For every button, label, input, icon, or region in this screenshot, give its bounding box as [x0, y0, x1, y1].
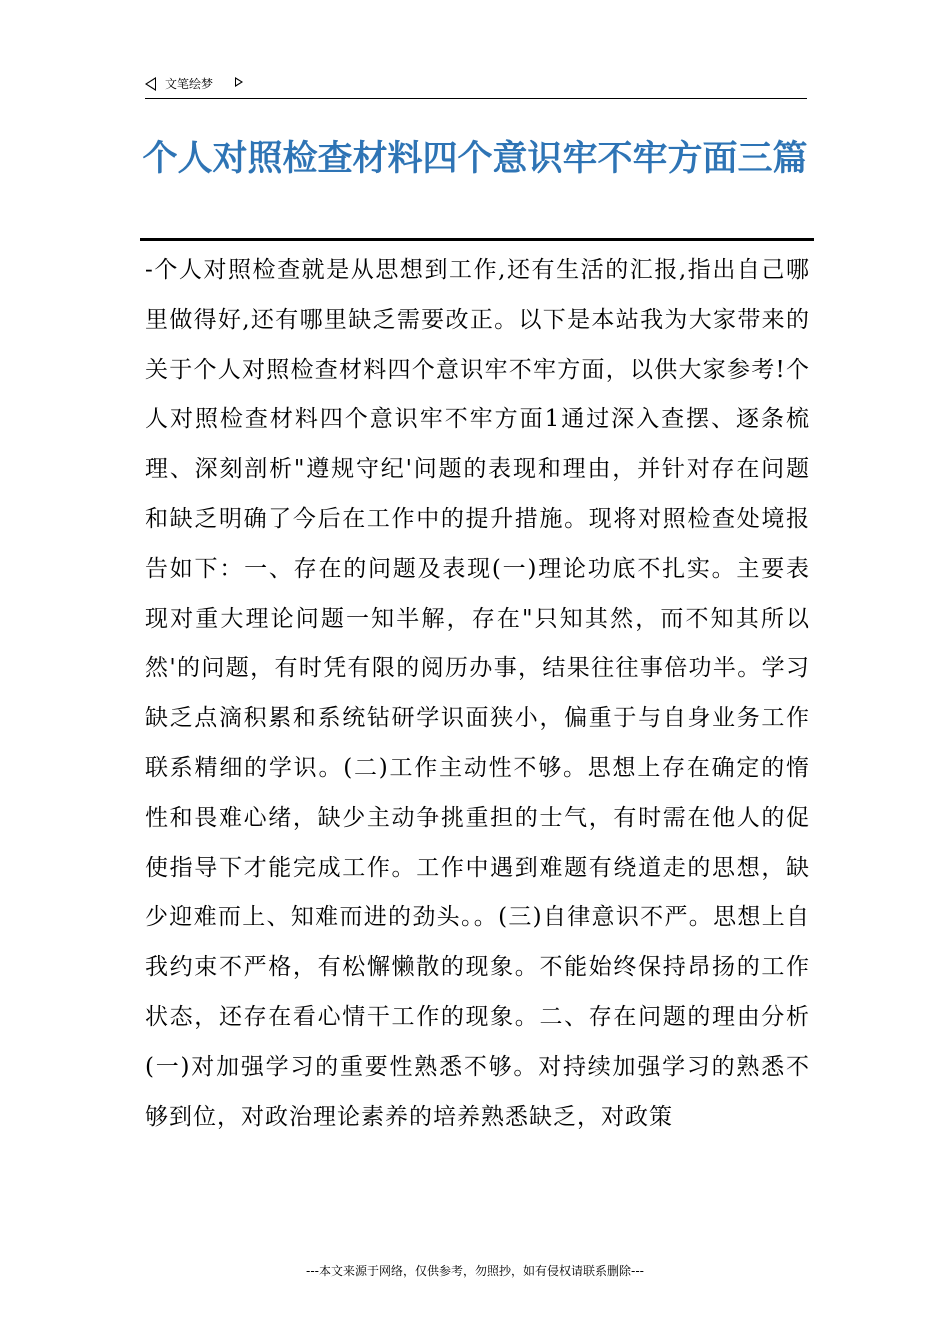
- page-header: [145, 74, 807, 99]
- triangle-right-icon: [235, 77, 243, 87]
- triangle-left-icon: [145, 77, 156, 91]
- footer-notice: ---本文来源于网络，仅供参考，勿照抄，如有侵权请联系删除---: [306, 1264, 644, 1278]
- document-title: 个人对照检查材料四个意识牢不牢方面三篇: [142, 139, 808, 179]
- title-divider: [140, 238, 814, 241]
- brand-label: 文笔绘梦: [165, 77, 214, 91]
- document-body: -个人对照检查就是从思想到工作,还有生活的汇报,指出自己哪里做得好,还有哪里缺乏需要改正。以下是本站我为大家带来的关于个人对照检查材料四个意识牢不牢方面，以供大家参考!个人对照检查材料四个意识牢不牢方面1通过深入查摆、逐条梳理、深刻剖析"遵规守纪'问题的表现和理由，并针对存在问题和缺乏明确了今后在工作中的提升措施。现将对照检查处境报告如下：一、存在的问题及表现(一)理论功底不扎实。主要表现对重大理论问题一知半解，存在"只知其然，而不知其所以然'的问题，有时凭有限的阅历办事，结果往往事倍功半。学习缺乏点滴积累和系统钻研学识面狭小，偏重于与自身业务工作联系精细的学识。(二)工作主动性不够。思想上存在确定的惰性和畏难心绪，缺少主动争挑重担的士气，有时需在他人的促使指导下才能完成工作。工作中遇到难题有绕道走的思想，缺少迎难而上、知难而进的劲头。。(三)自律意识不严。思想上自我约束不严格，有松懈懒散的现象。不能始终保持昂扬的工作状态，还存在看心情干工作的现象。二、存在问题的理由分析(一)对加强学习的重要性熟悉不够。对持续加强学习的熟悉不够到位，对政治理论素养的培养熟悉缺乏，对政策: [145, 257, 810, 1130]
